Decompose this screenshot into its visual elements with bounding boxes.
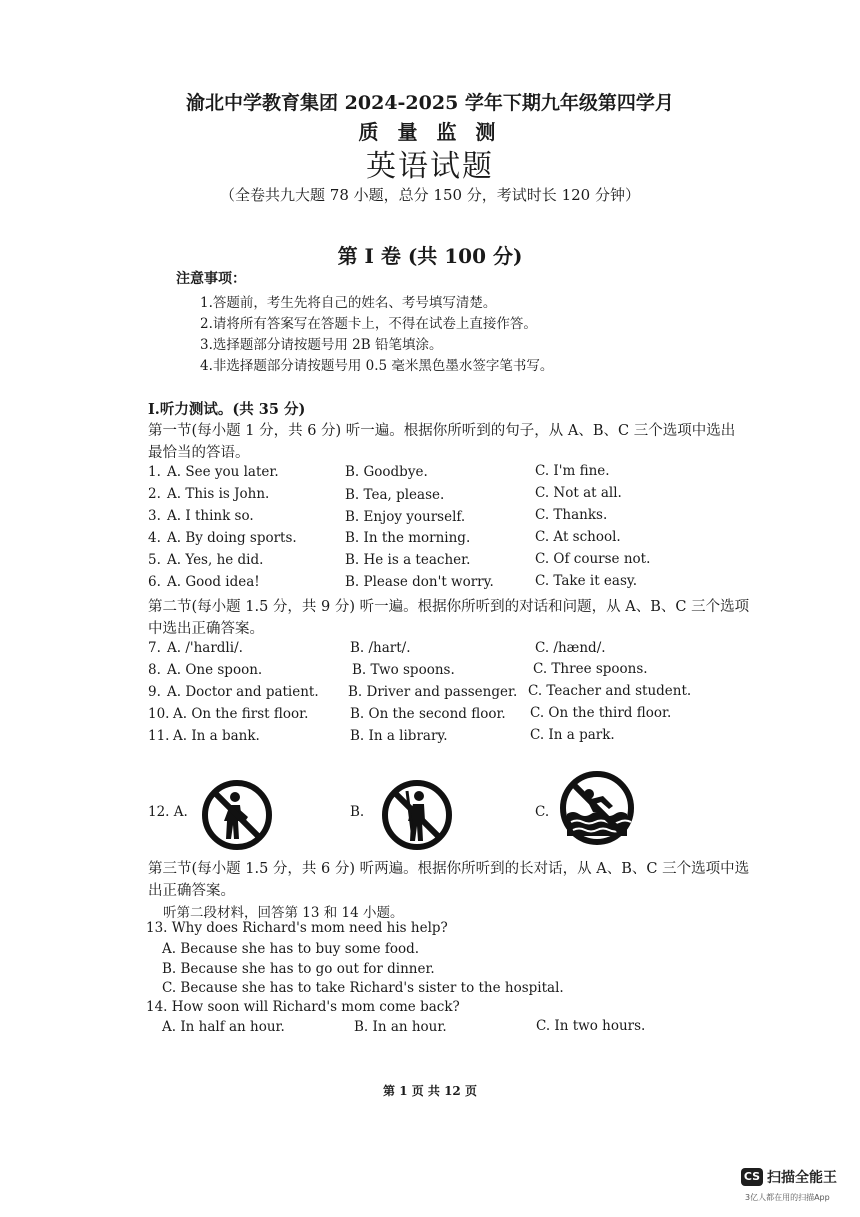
camscanner-logo-icon: CS bbox=[741, 1168, 763, 1186]
watermark-tagline: 3亿人都在用的扫描App bbox=[745, 1193, 830, 1202]
option-b: B. Two spoons. bbox=[352, 662, 455, 678]
option-b: B. In the morning. bbox=[345, 530, 471, 546]
question-14-option-b: B. In an hour. bbox=[354, 1019, 447, 1035]
question-number: 5. bbox=[148, 552, 161, 568]
question-number: 11. bbox=[148, 728, 170, 744]
option-a: A. /'hardli/. bbox=[167, 640, 243, 656]
option-a: A. Doctor and patient. bbox=[167, 684, 319, 700]
option-c: C. Thanks. bbox=[535, 507, 608, 523]
note-item: 4.非选择题部分请按题号用 0.5 毫米黑色墨水签字笔书写。 bbox=[200, 358, 554, 374]
option-b: B. He is a teacher. bbox=[345, 552, 471, 568]
question-12-option-c: C. bbox=[535, 804, 550, 820]
question-13-stem: 13. Why does Richard's mom need his help? bbox=[146, 920, 448, 936]
question-number: 7. bbox=[148, 640, 161, 656]
option-c: C. Teacher and student. bbox=[528, 683, 692, 699]
option-a: A. By doing sports. bbox=[167, 530, 297, 546]
option-c: C. Of course not. bbox=[535, 551, 651, 567]
option-a: A. In a bank. bbox=[173, 728, 260, 744]
section3-intro: 听第二段材料，回答第 13 和 14 小题。 bbox=[163, 905, 404, 921]
option-b: B. Please don't worry. bbox=[345, 574, 494, 590]
option-a: A. Good idea! bbox=[167, 574, 260, 590]
section3-instruction: 第三节(每小题 1.5 分，共 6 分) 听两遍。根据你所听到的长对话，从 A、B、C 三个选项中选 bbox=[148, 861, 750, 877]
option-c: C. On the third floor. bbox=[530, 705, 672, 721]
option-c: C. Three spoons. bbox=[533, 661, 648, 677]
option-a: A. On the first floor. bbox=[173, 706, 309, 722]
exam-title-line1: 渝北中学教育集团 2024-2025 学年下期九年级第四学月 bbox=[186, 92, 674, 114]
exam-title-line2: 质 量 监 测 bbox=[358, 120, 502, 144]
no-swimming-icon bbox=[559, 770, 635, 850]
watermark-app-name: 扫描全能王 bbox=[767, 1170, 837, 1186]
question-number: 3. bbox=[148, 508, 161, 524]
section3-instruction-cont: 出正确答案。 bbox=[148, 883, 235, 899]
option-c: C. Not at all. bbox=[535, 485, 622, 501]
question-14-option-c: C. In two hours. bbox=[536, 1018, 646, 1034]
section2-instruction-cont: 中选出正确答案。 bbox=[148, 621, 264, 637]
question-13-option-c: C. Because she has to take Richard's sister to the hospital. bbox=[162, 980, 564, 996]
question-number: 10. bbox=[148, 706, 170, 722]
notes-title: 注意事项： bbox=[176, 271, 246, 287]
section1-instruction: 第一节(每小题 1 分，共 6 分) 听一遍。根据你所听到的句子，从 A、B、C 三个选项中选出 bbox=[148, 423, 736, 439]
section1-instruction-cont: 最恰当的答语。 bbox=[148, 445, 250, 461]
note-item: 1.答题前，考生先将自己的姓名、考号填写清楚。 bbox=[200, 295, 497, 311]
note-item: 3.选择题部分请按题号用 2B 铅笔填涂。 bbox=[200, 337, 443, 353]
question-number: 8. bbox=[148, 662, 161, 678]
option-c: C. Take it easy. bbox=[535, 573, 638, 589]
section2-instruction: 第二节(每小题 1.5 分，共 9 分) 听一遍。根据你所听到的对话和问题，从 A、B、C 三个选项 bbox=[148, 599, 750, 615]
option-c: C. At school. bbox=[535, 529, 621, 545]
option-a: A. See you later. bbox=[167, 464, 279, 480]
question-14-stem: 14. How soon will Richard's mom come back? bbox=[146, 999, 460, 1015]
option-c: C. In a park. bbox=[530, 727, 615, 743]
option-b: B. Enjoy yourself. bbox=[345, 509, 466, 525]
part-title: 第 I 卷 (共 100 分) bbox=[337, 244, 523, 268]
no-fishing-icon bbox=[381, 779, 453, 855]
question-14-option-a: A. In half an hour. bbox=[162, 1019, 285, 1035]
option-c: C. I'm fine. bbox=[535, 463, 610, 479]
exam-subtitle: （全卷共九大题 78 小题，总分 150 分，考试时长 120 分钟） bbox=[220, 186, 640, 204]
question-number: 2. bbox=[148, 486, 161, 502]
question-number: 6. bbox=[148, 574, 161, 590]
question-12-label: 12. A. bbox=[148, 804, 188, 820]
listening-title: I.听力测试。(共 35 分) bbox=[148, 401, 306, 418]
no-walking-icon bbox=[201, 779, 273, 855]
option-b: B. Goodbye. bbox=[345, 464, 428, 480]
question-number: 9. bbox=[148, 684, 161, 700]
option-a: A. I think so. bbox=[167, 508, 254, 524]
exam-title-subject: 英语试题 bbox=[366, 149, 494, 184]
option-a: A. This is John. bbox=[167, 486, 270, 502]
question-13-option-a: A. Because she has to buy some food. bbox=[162, 941, 420, 957]
note-item: 2.请将所有答案写在答题卡上，不得在试卷上直接作答。 bbox=[200, 316, 537, 332]
page-number: 第 1 页 共 12 页 bbox=[383, 1084, 477, 1098]
option-a: A. Yes, he did. bbox=[167, 552, 264, 568]
option-b: B. Tea, please. bbox=[345, 487, 445, 503]
question-number: 4. bbox=[148, 530, 161, 546]
question-12-option-b: B. bbox=[350, 804, 365, 820]
option-a: A. One spoon. bbox=[167, 662, 263, 678]
option-b: B. /hart/. bbox=[350, 640, 411, 656]
option-b: B. Driver and passenger. bbox=[348, 684, 518, 700]
option-b: B. In a library. bbox=[350, 728, 448, 744]
option-c: C. /hænd/. bbox=[535, 640, 606, 656]
question-number: 1. bbox=[148, 464, 161, 480]
option-b: B. On the second floor. bbox=[350, 706, 506, 722]
question-13-option-b: B. Because she has to go out for dinner. bbox=[162, 961, 435, 977]
